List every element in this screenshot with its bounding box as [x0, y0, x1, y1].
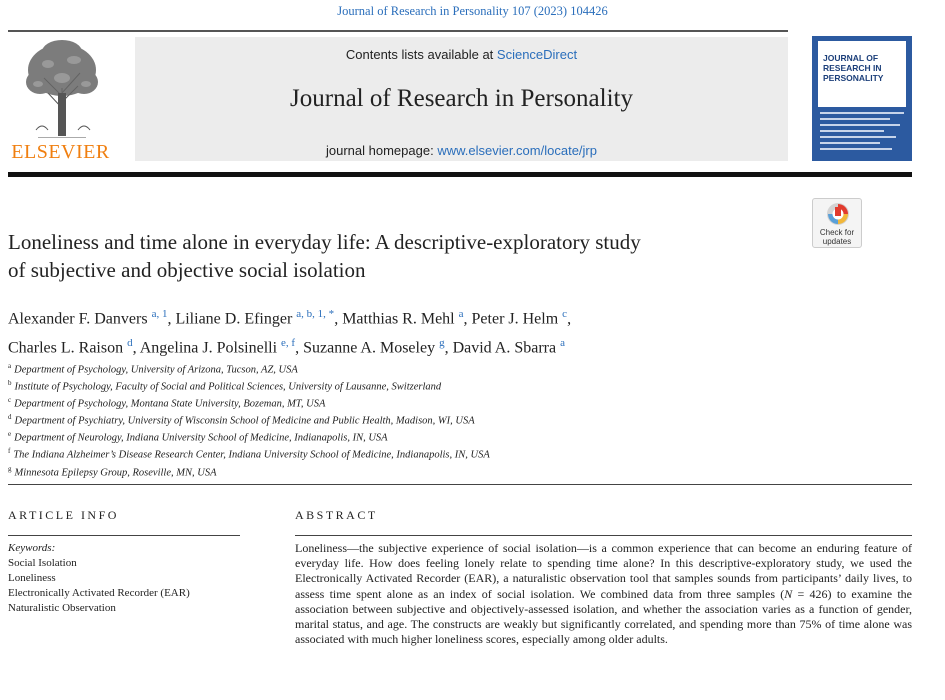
affiliation-item [8, 428, 808, 445]
author-affiliation-marker[interactable]: a [560, 337, 565, 350]
sciencedirect-link[interactable]: ScienceDirect [496, 47, 578, 62]
author-name[interactable]: Alexander F. Danvers [8, 310, 148, 328]
abstract-heading: ABSTRACT [295, 508, 378, 522]
affiliation-item [8, 377, 808, 394]
keyword-item: Naturalistic Observation [8, 602, 116, 614]
article-title-line-1: Loneliness and time alone in everyday life: A descriptive-exploratory study [8, 230, 641, 254]
article-info-heading: ARTICLE INFO [8, 508, 119, 522]
journal-cover[interactable] [812, 36, 912, 161]
journal-title: Journal of Research in Personality [290, 85, 633, 112]
author-separator: , [132, 339, 140, 357]
affiliation-text: Institute of Psychology, Faculty of Social and Political Sciences, University of Lausanne, Switzerland [14, 381, 442, 393]
journal-citation[interactable]: Journal of Research in Personality 107 (2023) 104426 [337, 4, 608, 18]
affiliation-key: b [8, 379, 12, 388]
cover-editor-lines [820, 112, 904, 154]
author-affiliation-marker[interactable]: a, b, 1, * [296, 308, 335, 320]
affiliation-item [8, 394, 808, 411]
cover-title-box [818, 41, 906, 107]
journal-masthead [135, 37, 788, 161]
keyword-item: Electronically Activated Recorder (EAR) [8, 587, 190, 599]
author-list [8, 302, 808, 361]
author-name[interactable]: David A. Sbarra [452, 339, 557, 357]
contents-line [135, 47, 788, 62]
author-name[interactable]: Charles L. Raison [8, 339, 124, 357]
affiliation-item [8, 445, 808, 462]
affiliation-key: g [8, 464, 12, 473]
affiliation-list [8, 360, 808, 480]
author-separator: , [444, 339, 453, 357]
author-separator: , [167, 310, 176, 328]
author-name[interactable]: Matthias R. Mehl [342, 310, 455, 328]
affiliation-text: Department of Neurology, Indiana University School of Medicine, Indianapolis, IN, USA [14, 432, 388, 444]
author-affiliation-marker[interactable]: e, f [281, 337, 296, 350]
author-affiliation-marker[interactable]: c [562, 308, 568, 320]
affiliation-text: Minnesota Epilepsy Group, Roseville, MN, USA [14, 467, 217, 479]
affiliation-key: e [8, 430, 12, 439]
affiliation-key: d [8, 413, 12, 422]
article-title [8, 228, 798, 284]
homepage-link[interactable]: www.elsevier.com/locate/jrp [437, 143, 597, 158]
header-rule [8, 30, 788, 32]
contents-prefix: Contents lists available at [345, 47, 497, 62]
affiliation-key: f [8, 447, 11, 456]
cover-title: JOURNAL OF RESEARCH IN PERSONALITY [823, 53, 884, 83]
author-separator: , [334, 310, 343, 328]
article-info-rule [8, 535, 240, 536]
affiliation-key: c [8, 396, 12, 405]
affiliation-key: a [8, 362, 12, 370]
masthead-rule [8, 172, 912, 177]
affiliation-item [8, 411, 808, 428]
crossmark-icon [826, 202, 850, 226]
affiliation-text: Department of Psychology, University of Arizona, Tucson, AZ, USA [14, 364, 298, 376]
author-affiliation-marker[interactable]: g [439, 337, 445, 350]
author-name[interactable]: Angelina J. Polsinelli [139, 339, 278, 357]
affiliation-text: Department of Psychiatry, University of Wisconsin School of Medicine and Public Health, Madison, WI, USA [14, 415, 475, 427]
author-separator: , [463, 310, 472, 328]
keyword-item: Loneliness [8, 572, 56, 584]
homepage-line [135, 143, 788, 158]
author-affiliation-marker[interactable]: a [458, 308, 464, 320]
author-affiliation-marker[interactable]: a, 1 [151, 308, 168, 320]
section-divider [8, 484, 912, 485]
author-name[interactable]: Liliane D. Efinger [175, 310, 293, 328]
check-for-updates-button[interactable] [812, 198, 862, 248]
article-title-line-2: of subjective and objective social isolation [8, 258, 366, 282]
affiliation-text: Department of Psychology, Montana State University, Bozeman, MT, USA [14, 398, 326, 410]
author-name[interactable]: Suzanne A. Moseley [303, 339, 436, 357]
elsevier-tree-icon [18, 38, 106, 138]
elsevier-wordmark: ELSEVIER [11, 141, 110, 163]
author-separator: , [567, 310, 572, 328]
check-for-updates-label: Check for updates [819, 228, 855, 246]
abstract-rule [295, 535, 912, 536]
author-affiliation-marker[interactable]: d [127, 337, 133, 350]
author-separator: , [295, 339, 304, 357]
homepage-prefix: journal homepage: [326, 143, 438, 158]
affiliation-text: The Indiana Alzheimer’s Disease Research Center, Indiana University School of Medicine, Indianapolis, IN, USA [13, 449, 490, 461]
affiliation-item [8, 360, 808, 377]
keywords-block [8, 541, 240, 616]
keyword-item: Social Isolation [8, 557, 77, 569]
affiliation-item [8, 463, 808, 480]
elsevier-logo[interactable] [8, 38, 113, 168]
keywords-label: Keywords: [8, 542, 56, 554]
author-name[interactable]: Peter J. Helm [471, 310, 559, 328]
abstract-text: Loneliness—the subjective experience of social isolation—is a common experience that can become an enduring feature of everyday life. How does feeling lonely relate to spending time alone? In this descriptive-exploratory study, we used the Electronically Activated Recorder (EAR), a naturalistic observation tool that samples sounds from participants’ daily lives, to assess time spent alone as an index of social isolation. We combined data from three samples (N = 426) to examine the association between subjective and objectively-assessed isolation, and whether the association varies as a function of gender, marital status, and age. The constructs are weakly but significantly correlated, and spending more than 75% of time alone was associated with much higher loneliness scores, especially among older adults. [295, 541, 912, 647]
